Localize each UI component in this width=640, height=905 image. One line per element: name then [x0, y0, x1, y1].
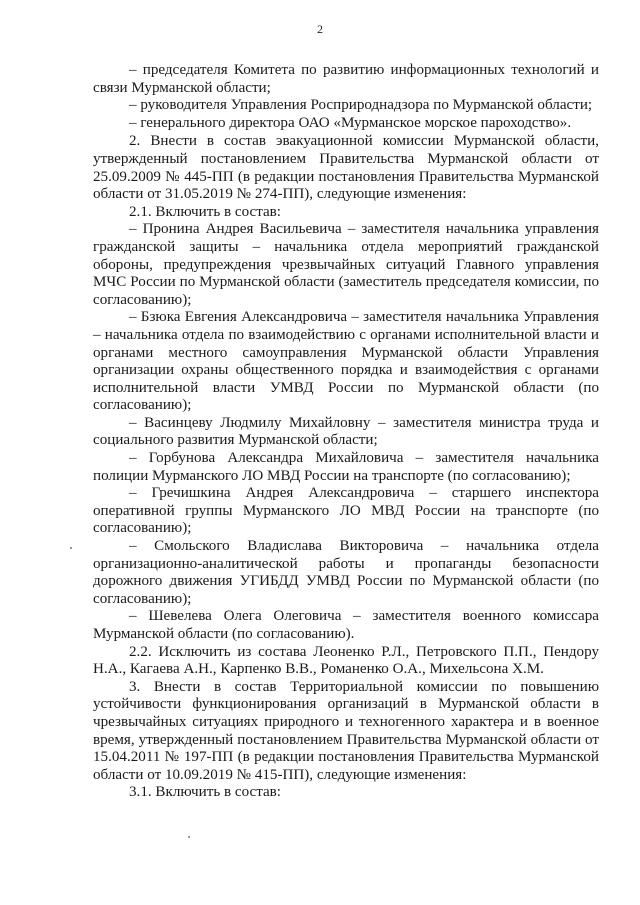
paragraph: 2. Внести в состав эвакуационной комиссии Мурманской области, утвержденный постановлением Правительства Мурманской области от 25.09.2009 № 445-ПП (в редакции постановления Правительства Мурманской области от 31.05.2019 № 274-ПП), следующие изменения:	[93, 133, 599, 203]
scan-speck	[188, 836, 190, 838]
paragraph: 3. Внести в состав Территориальной комиссии по повышению устойчивости функционирования организаций в Мурманской области в чрезвычайных ситуациях природного и техногенного характера и в военное время, утвержденный постановлением Правительства Мурманской области от 15.04.2011 № 197-ПП (в редакции постановления Правительства Мурманской области от 10.09.2019 № 415-ПП), следующие изменения:	[93, 678, 599, 783]
paragraph: – Васинцеву Людмилу Михайловну – заместителя министра труда и социального развития Мурманской области;	[93, 414, 599, 449]
paragraph: – генерального директора ОАО «Мурманское морское пароходство».	[129, 114, 572, 131]
paragraph: – Шевелева Олега Олеговича – заместителя военного комиссара Мурманской области (по согласованию).	[93, 608, 599, 642]
page-number: 2	[317, 22, 323, 36]
paragraph: – Гречишкина Андрея Александровича – старшего инспектора оперативной группы Мурманского ЛО МВД России на транспорте (по согласованию);	[93, 485, 599, 537]
scan-speck	[70, 547, 72, 549]
paragraph: – Бзюка Евгения Александровича – заместителя начальника Управления – начальника отдела по взаимодействию с органами исполнительной власти и органами местного самоуправления Мурманской области Управления организации охраны общественного порядка и взаимодействия с органами исполнительной власти УМВД России по Мурманской области (по согласованию);	[93, 309, 599, 414]
document-body	[93, 62, 599, 802]
paragraph: – председателя Комитета по развитию информационных технологий и связи Мурманской области;	[93, 62, 599, 96]
paragraph: 2.2. Исключить из состава Леоненко Р.Л., Петровского П.П., Пендору Н.А., Кагаева А.Н., Карпенко В.В., Романенко О.А., Михельсона Х.М.	[93, 643, 599, 678]
paragraph: – Смольского Владислава Викторовича – начальника отдела организационно-аналитической работы и пропаганды безопасности дорожного движения УГИБДД УМВД России по Мурманской области (по согласованию);	[93, 538, 599, 607]
paragraph: – Горбунова Александра Михайловича – заместителя начальника полиции Мурманского ЛО МВД России на транспорте (по согласованию);	[93, 450, 599, 484]
paragraph: – руководителя Управления Росприроднадзора по Мурманской области;	[129, 97, 593, 114]
paragraph: 3.1. Включить в состав:	[129, 784, 281, 801]
paragraph: – Пронина Андрея Васильевича – заместителя начальника управления гражданской защиты – начальника отдела мероприятий гражданской обороны, предупреждения чрезвычайных ситуаций Главного управления МЧС России по Мурманской области (заместитель председателя комиссии, по согласованию);	[93, 221, 599, 308]
paragraph: 2.1. Включить в состав:	[129, 203, 281, 220]
